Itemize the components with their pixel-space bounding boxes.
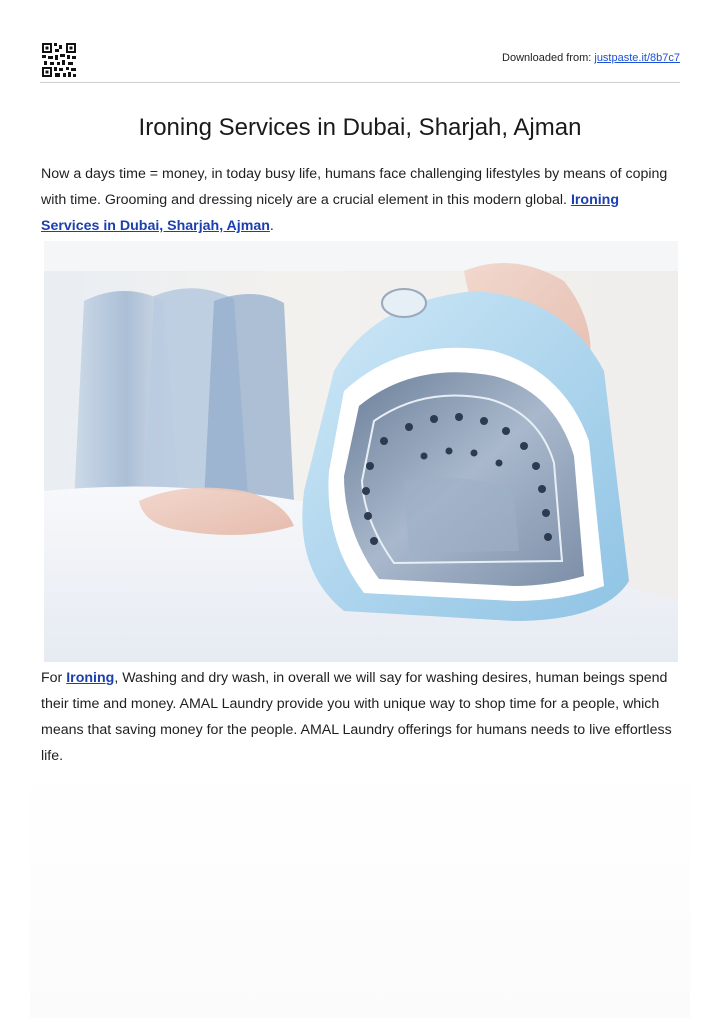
header-divider	[40, 82, 680, 83]
download-source	[502, 52, 680, 64]
body-prefix: For	[41, 670, 63, 686]
download-prefix: Downloaded from:	[502, 52, 592, 64]
page-bottom-area	[30, 760, 690, 1018]
intro-period: .	[269, 218, 274, 234]
intro-paragraph	[41, 161, 681, 239]
iron-photo	[44, 241, 678, 662]
ironing-link[interactable]: Ironing	[66, 670, 115, 686]
body-paragraph	[41, 665, 681, 769]
ironing-services-link[interactable]: Ironing Services in Dubai, Sharjah, Ajman	[41, 192, 620, 234]
body-text: , Washing and dry wash, in overall we will say for washing desires, human beings spend their time and money. AMAL Laundry provide you with unique way to shop time for a people, which means that saving money for the people. AMAL Laundry offerings for humans needs to live effortless life.	[41, 670, 672, 764]
qr-code-icon	[42, 43, 76, 77]
download-source-link[interactable]: justpaste.it/8b7c7	[594, 52, 680, 64]
page-title: Ironing Services in Dubai, Sharjah, Ajman	[138, 114, 582, 141]
intro-text: Now a days time = money, in today busy life, humans face challenging lifestyles by means of coping with time. Grooming and dressing nicely are a crucial element in this modern global.	[41, 166, 668, 208]
